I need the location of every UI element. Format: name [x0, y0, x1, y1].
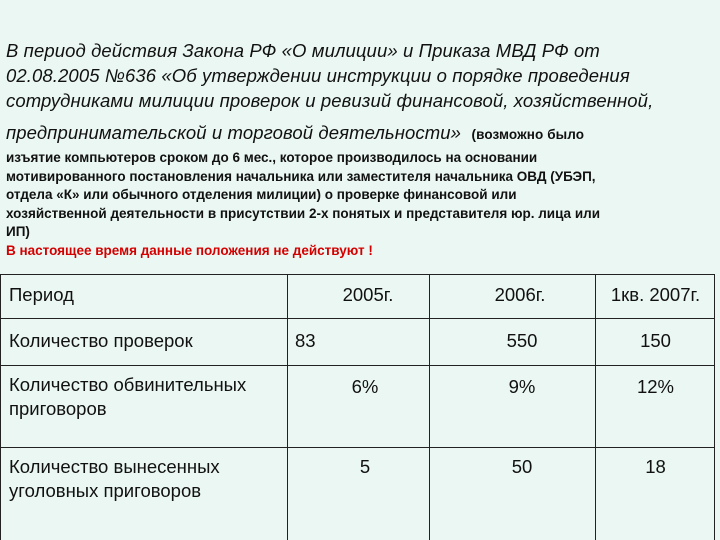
intro-line-2: 02.08.2005 №636 «Об утверждении инструкции о порядке проведения — [6, 65, 630, 86]
row-convictions-2006: 9% — [508, 376, 536, 397]
row-label-sentences-line2: уголовных приговоров — [9, 480, 202, 501]
note-line-3: отдела «К» или обычного отделения милиции) о проверке финансовой или — [6, 187, 517, 202]
row-label-sentences-line1: Количество вынесенных — [9, 456, 220, 477]
note-line-4: хозяйственной деятельности в присутствии 2-х понятых и представителя юр. лица или — [6, 205, 600, 221]
row-label-checks: Количество проверок — [9, 330, 193, 351]
row-convictions-2005: 6% — [351, 376, 379, 397]
row-sentences-2005: 5 — [359, 456, 371, 477]
intro-text — [6, 38, 712, 260]
table-column-divider — [287, 275, 288, 540]
intro-line-1: В период действия Закона РФ «О милиции» и Приказа МВД РФ от — [6, 40, 600, 61]
row-label-convictions-line2: приговоров — [9, 398, 107, 419]
intro-line-4 — [6, 120, 712, 147]
table-row-divider — [1, 365, 714, 366]
note-start: (возможно было — [471, 127, 585, 142]
row-label-convictions-line1: Количество обвинительных — [9, 374, 247, 395]
row-convictions-2007: 12% — [636, 376, 675, 397]
table-column-divider — [595, 275, 596, 540]
row-checks-2006: 550 — [506, 330, 538, 351]
row-checks-2007: 150 — [640, 330, 671, 351]
row-checks-2005: 83 — [295, 330, 316, 351]
table-row-divider — [1, 447, 714, 448]
statistics-table — [0, 274, 715, 540]
warning-text: В настоящее время данные положения не действуют ! — [6, 242, 373, 258]
row-sentences-2007: 18 — [645, 456, 666, 477]
header-2005: 2005г. — [342, 284, 394, 305]
header-q1-2007: 1кв. 2007г. — [610, 284, 701, 305]
header-2006: 2006г. — [494, 284, 546, 305]
row-sentences-2006: 50 — [511, 456, 533, 477]
table-column-divider — [429, 275, 430, 540]
table-row-divider — [1, 318, 714, 319]
header-period: Период — [9, 284, 74, 305]
intro-line-3: сотрудниками милиции проверок и ревизий финансовой, хозяйственной, — [6, 90, 654, 111]
note-line-5: ИП) — [6, 224, 30, 239]
note-line-2: мотивированного постановления начальника или заместителя начальника ОВД (УБЭП, — [6, 168, 596, 184]
intro-line-4-text: предпринимательской и торговой деятельности» — [6, 122, 462, 143]
note-line-1: изъятие компьютеров сроком до 6 мес., которое производилось на основании — [6, 150, 538, 165]
